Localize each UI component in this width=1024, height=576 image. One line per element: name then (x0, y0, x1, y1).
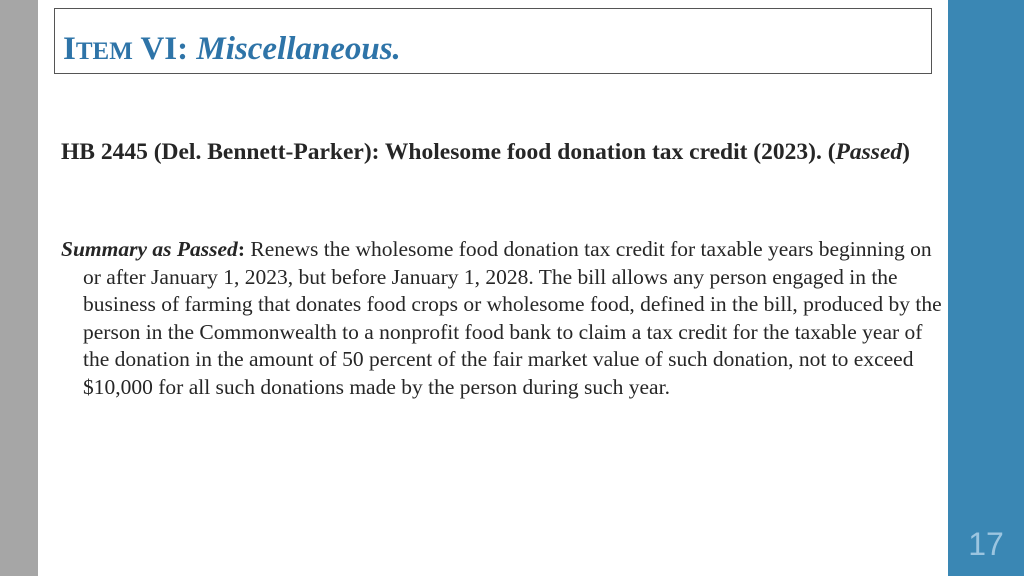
summary-colon: : (237, 237, 245, 261)
title-subtitle: Miscellaneous. (188, 31, 401, 67)
summary-paragraph (61, 236, 953, 401)
right-accent-panel (948, 0, 1024, 576)
bill-heading-close: ) (902, 139, 910, 165)
bill-heading (61, 138, 953, 167)
summary-text: Renews the wholesome food donation tax credit for taxable years beginning on or after January 1, 2023, but before January 1, 2028. The bill allows any person engaged in the business of farming that donates food crops or wholesome food, defined in the bill, produced by the person in the Commonwealth to a nonprofit food bank to claim a tax credit for the taxable year of the donation in the amount of 50 percent of the fair market value of such donation, not to exceed $10,000 for all such donations made by the person during such year. (83, 237, 942, 399)
bill-status: Passed (835, 139, 903, 165)
slide-number: 17 (968, 526, 1004, 562)
bill-heading-text: HB 2445 (Del. Bennett-Parker): Wholesome food donation tax credit (2023). ( (61, 139, 836, 165)
summary-lead: Summary as Passed (61, 237, 238, 261)
slide-title (63, 29, 401, 72)
title-smallcaps: TEM (75, 38, 133, 65)
title-initial: I (63, 31, 76, 67)
left-side-strip (0, 0, 38, 576)
title-box (54, 8, 932, 74)
title-numeral: VI: (132, 31, 189, 67)
